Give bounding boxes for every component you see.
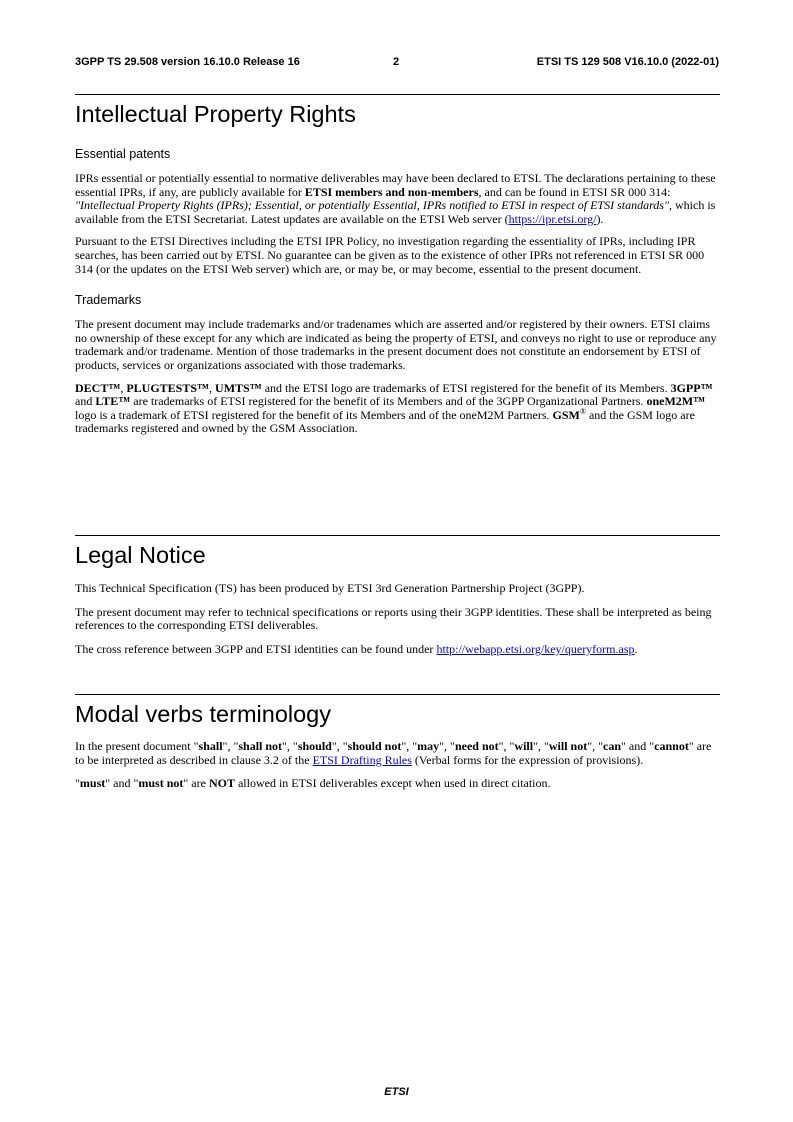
page-header	[75, 56, 719, 72]
trademarks-paragraph-2: DECT™, PLUGTESTS™, UMTS™ and the ETSI logo are trademarks of ETSI registered for the benefit of its Members. 3GPP™ and LTE™ are trademarks of ETSI registered for the benefit of its Members and of the 3GPP Organizational Partners. oneM2M™ logo is a trademark of ETSI registered for the benefit of its Members and of the oneM2M Partners. GSM® and the GSM logo are trademarks registered and owned by the GSM Association.	[75, 380, 713, 436]
trademarks-paragraph-1: The present document may include trademarks and/or tradenames which are asserted and/or registered by their owners. ETSI claims no ownership of these except for any which are indicated as being the property of ETSI, and conveys no right to use or reproduce any trademark and/or tradename. Mention of those trademarks in the present document does not constitute an endorsement by ETSI of products, services or organizations associated with those trademarks.	[75, 317, 717, 372]
ipr-section	[75, 94, 720, 436]
header-page-number: 2	[393, 56, 400, 68]
modal-verbs-paragraph-1: In the present document "shall", "shall not", "should", "should not", "may", "need not", "will", "will not", "can" and "cannot" are to be interpreted as described in clause 3.2 of the ETSI Drafting Rules (Verbal forms for the expression of provisions).	[75, 739, 712, 767]
legal-paragraph-3: The cross reference between 3GPP and ETSI identities can be found under http://webapp.etsi.org/key/queryform.asp.	[75, 641, 638, 656]
modal-verbs-paragraph-2: "must" and "must not" are NOT allowed in ETSI deliverables except when used in direct citation.	[75, 776, 551, 791]
page-footer: ETSI	[384, 1086, 409, 1098]
drafting-rules-link[interactable]: ETSI Drafting Rules	[312, 752, 412, 767]
essential-patents-paragraph-1: IPRs essential or potentially essential to normative deliverables may have been declared to ETSI. The declarations pertaining to these essential IPRs, if any, are publicly available for ETSI members and non-members, and can be found in ETSI SR 000 314: "Intellectual Property Rights (IPRs); Essential, or potentially Essential, IPRs notified to ETSI in respect of ETSI standards", which is available from the ETSI Secretariat. Latest updates are available on the ETSI Web server (https://ipr.etsi.org/).	[75, 171, 716, 226]
modal-verbs-title: Modal verbs terminology	[75, 701, 331, 727]
modal-verbs-section	[75, 694, 720, 791]
essential-patents-paragraph-2: Pursuant to the ETSI Directives including the ETSI IPR Policy, no investigation regarding the essentiality of IPRs, including IPR searches, has been carried out by ETSI. No guarantee can be given as to the existence of other IPRs not referenced in ETSI SR 000 314 (or the updates on the ETSI Web server) which are, or may be, or may become, essential to the present document.	[75, 234, 705, 276]
legal-notice-title: Legal Notice	[75, 542, 206, 568]
essential-patents-heading: Essential patents	[75, 147, 171, 161]
query-form-link[interactable]: http://webapp.etsi.org/key/queryform.asp	[436, 641, 635, 656]
header-spec-version: 3GPP TS 29.508 version 16.10.0 Release 16	[75, 56, 300, 68]
header-etsi-reference: ETSI TS 129 508 V16.10.0 (2022-01)	[536, 56, 719, 68]
legal-paragraph-2: The present document may refer to technical specifications or reports using their 3GPP identities. These shall be interpreted as being references to the corresponding ETSI deliverables.	[75, 604, 712, 633]
ipr-etsi-link[interactable]: https://ipr.etsi.org/	[508, 211, 597, 226]
legal-notice-section	[75, 535, 720, 656]
trademarks-heading: Trademarks	[75, 293, 142, 308]
ipr-title: Intellectual Property Rights	[75, 101, 356, 127]
legal-paragraph-1: This Technical Specification (TS) has been produced by ETSI 3rd Generation Partnership Project (3GPP).	[75, 581, 585, 595]
